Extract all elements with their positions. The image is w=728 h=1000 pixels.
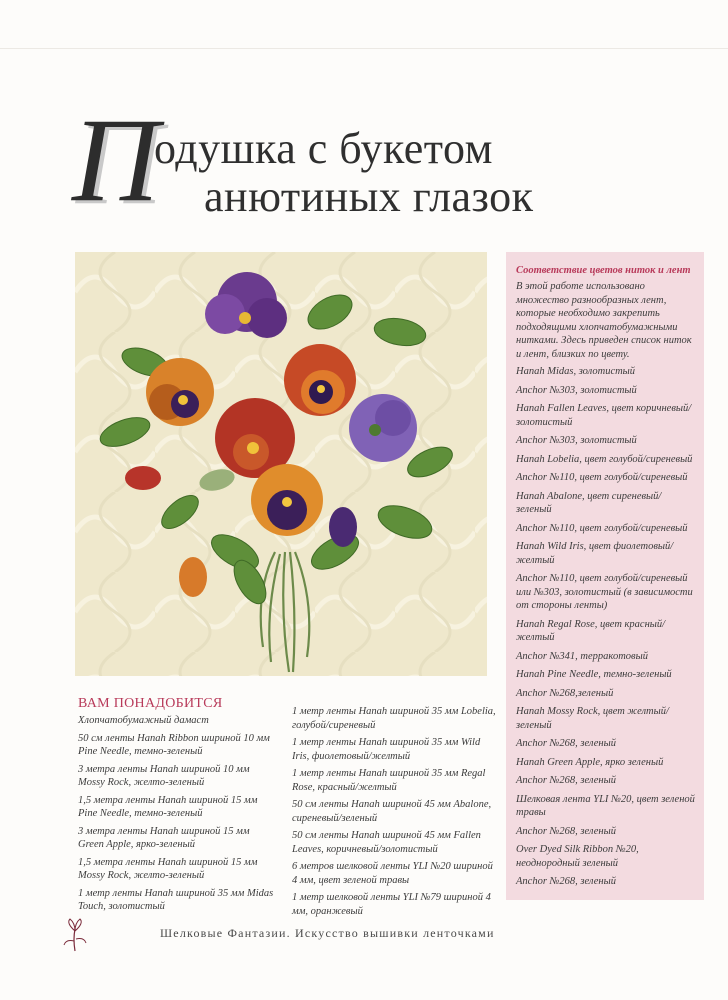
sidebar-item: Hanah Midas, золотистый bbox=[516, 366, 636, 377]
materials-list-right bbox=[292, 705, 497, 922]
material-item: 3 метра ленты Hanah шириной 10 мм Mossy Rock, желто-зеленый bbox=[78, 763, 250, 788]
sidebar-item: Anchor №303, золотистый bbox=[516, 435, 637, 446]
title-drop-cap: П bbox=[72, 93, 159, 226]
material-item: 1,5 метра ленты Hanah шириной 15 мм Mossy Rock, желто-зеленый bbox=[78, 856, 258, 881]
sidebar-item: Anchor №268, зеленый bbox=[516, 876, 617, 887]
sidebar-heading: Соответствие цветов ниток и лент bbox=[516, 265, 691, 276]
sidebar-item: Hanah Lobelia, цвет голубой/сиреневый bbox=[516, 453, 693, 465]
pansy-bouquet-photo bbox=[75, 252, 487, 676]
material-item: 3 метра ленты Hanah шириной 15 мм Green Apple, ярко-зеленый bbox=[78, 825, 250, 850]
sidebar-item: Anchor №268, зеленый bbox=[516, 775, 617, 786]
material-item: 1 метр ленты Hanah шириной 35 мм Wild Iris, фиолетовый/желтый bbox=[292, 737, 481, 762]
material-item: 6 метров шелковой ленты YLI №20 шириной 4 мм, цвет зеленой травы bbox=[292, 861, 493, 886]
materials-heading: ВАМ ПОНАДОБИТСЯ bbox=[78, 696, 223, 711]
sidebar-item: Anchor №268,зеленый bbox=[516, 687, 614, 699]
sidebar-item: Hanah Pine Needle, темно-зеленый bbox=[516, 669, 672, 680]
material-item: 1 метр шелковой ленты YLI №79 шириной 4 мм, оранжевый bbox=[292, 892, 491, 917]
sidebar-item: Anchor №268, зеленый bbox=[516, 825, 617, 837]
sidebar-item: Hanah Regal Rose, цвет красный/желтый bbox=[516, 618, 666, 643]
sidebar-item: Anchor №268, зеленый bbox=[516, 738, 617, 749]
thread-ribbon-color-sidebar bbox=[506, 252, 704, 900]
material-item: 50 см ленты Hanah шириной 45 мм Abalone, сиреневый/зеленый bbox=[292, 799, 492, 824]
sidebar-item: Anchor №110, цвет голубой/сиреневый bbox=[516, 522, 688, 534]
sidebar-item: Anchor №110, цвет голубой/сиреневый или №303, золотистый (в зависимости от стороны ленты) bbox=[516, 573, 693, 611]
flower-emblem-icon bbox=[60, 917, 90, 953]
sidebar-item: Anchor №110, цвет голубой/сиреневый bbox=[516, 472, 688, 483]
sidebar-item: Hanah Fallen Leaves, цвет коричневый/золотистый bbox=[516, 403, 692, 428]
sidebar-item: Hanah Mossy Rock, цвет желтый/зеленый bbox=[516, 706, 669, 731]
material-item: 50 см ленты Hanah шириной 45 мм Fallen Leaves, коричневый/золотистый bbox=[292, 830, 481, 855]
page-edge-divider bbox=[0, 48, 728, 49]
sidebar-item: Over Dyed Silk Ribbon №20, неоднородный зеленый bbox=[516, 844, 639, 869]
material-item: 1 метр ленты Hanah шириной 35 мм Midas Touch, золотистый bbox=[78, 887, 274, 912]
footer-book-title: Шелковые Фантазии. Искусство вышивки ленточками bbox=[160, 926, 495, 940]
material-item: 50 см ленты Hanah Ribbon шириной 10 мм Pine Needle, темно-зеленый bbox=[78, 732, 270, 757]
sidebar-item: Hanah Wild Iris, цвет фиолетовый/желтый bbox=[516, 541, 674, 566]
materials-list-left bbox=[78, 714, 278, 918]
sidebar-item: Шелковая лента YLI №20, цвет зеленой травы bbox=[516, 793, 695, 818]
material-item: 1 метр ленты Hanah шириной 35 мм Lobelia, голубой/сиреневый bbox=[292, 706, 496, 731]
sidebar-item: Hanah Abalone, цвет сиреневый/зеленый bbox=[516, 490, 662, 515]
title-line-1: одушка с букетом bbox=[154, 124, 493, 173]
page-title bbox=[72, 93, 692, 226]
material-item: Хлопчатобумажный дамаст bbox=[78, 715, 209, 726]
sidebar-item: Anchor №303, золотистый bbox=[516, 384, 637, 396]
title-line-2: анютиных глазок bbox=[204, 172, 534, 221]
material-item: 1,5 метра ленты Hanah шириной 15 мм Pine Needle, темно-зеленый bbox=[78, 794, 258, 819]
sidebar-item: Anchor №341, терракотовый bbox=[516, 650, 648, 662]
sidebar-intro: В этой работе использовано множество разнообразных лент, которые необходимо закрепить подходящими хлопчатобумажными нитками. Здесь приведен список ниток и лент, близких по цвету. bbox=[516, 281, 692, 360]
material-item: 1 метр ленты Hanah шириной 35 мм Regal Rose, красный/желтый bbox=[292, 768, 486, 793]
sidebar-item: Hanah Green Apple, ярко зеленый bbox=[516, 756, 664, 768]
